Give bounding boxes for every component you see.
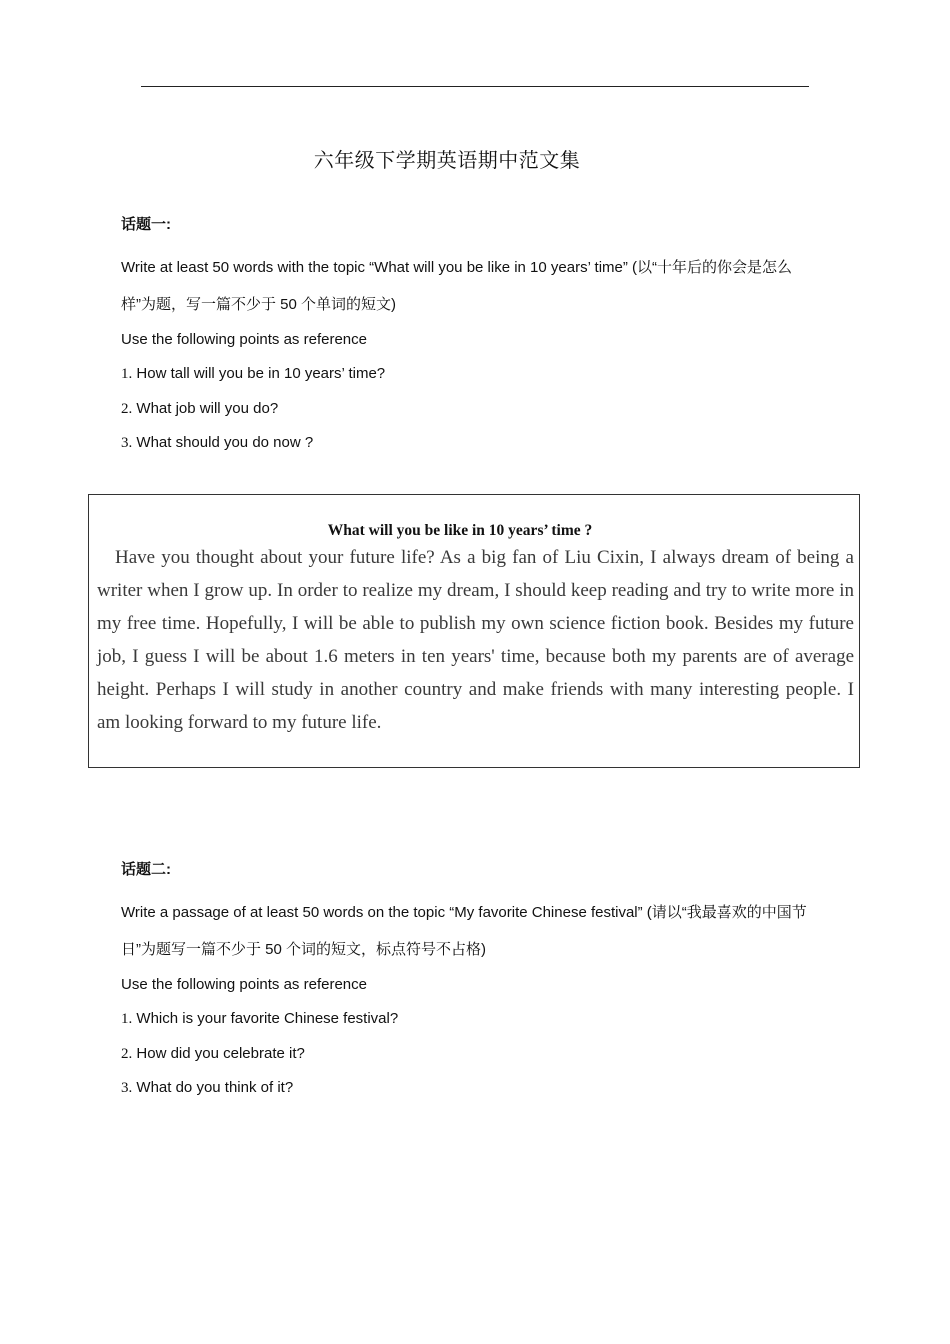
point-text: What should you do now ? bbox=[132, 434, 314, 451]
point-number: 2. bbox=[121, 400, 133, 417]
header-rule bbox=[141, 86, 809, 87]
topic-one-point bbox=[121, 426, 821, 461]
point-text: What do you think of it? bbox=[132, 1079, 294, 1096]
point-text: How tall will you be in 10 years’ time? bbox=[132, 365, 386, 382]
point-number: 3. bbox=[121, 1080, 133, 1096]
point-number: 2. bbox=[121, 1045, 133, 1062]
topic-two-point bbox=[121, 1002, 821, 1037]
point-number: 1. bbox=[121, 1011, 133, 1027]
point-text: How did you celebrate it? bbox=[132, 1044, 305, 1062]
topic-two-description: Write a passage of at least 50 words on the topic “My favorite Chinese festival” (请以“我最喜欢的中国节日”为题写一篇不少于 50 个词的短文，标点符号不占格) bbox=[121, 904, 807, 958]
point-number: 3. bbox=[121, 435, 133, 451]
topic-one-point bbox=[121, 392, 821, 427]
essay-title: What will you be like in 10 years’ time ? bbox=[327, 522, 593, 539]
page-title: 六年级下学期英语期中范文集 bbox=[313, 148, 581, 172]
essay-body: Have you thought about your future life? As a big fan of Liu Cixin, I always dream of being a writer when I grow up. In order to realize my dream, I should keep reading and try to write more in my free time. Hopefully, I will be able to publish my own science fiction book. Besides my future job, I guess I will be about 1.6 meters in ten years' time, because both my parents are of average height. Perhaps I will study in another country and make friends with many interesting people. I am looking forward to my future life. bbox=[97, 547, 854, 733]
topic-two-heading: 话题二: bbox=[121, 861, 171, 878]
topic-two-points bbox=[121, 1002, 821, 1106]
topic-one-section bbox=[121, 214, 821, 461]
topic-one-point bbox=[121, 357, 821, 392]
point-text: What job will you do? bbox=[132, 399, 279, 417]
topic-one-description: Write at least 50 words with the topic “What will you be like in 10 years’ time” (以“十年后的你会是怎么样”为题，写一篇不少于 50 个单词的短文) bbox=[121, 259, 793, 313]
topic-one-heading: 话题一: bbox=[121, 216, 171, 233]
topic-two-point bbox=[121, 1071, 821, 1106]
topic-two-reference: Use the following points as reference bbox=[121, 976, 367, 993]
point-text: Which is your favorite Chinese festival? bbox=[132, 1010, 399, 1027]
topic-two-point bbox=[121, 1037, 821, 1072]
sample-essay-box bbox=[88, 494, 860, 768]
topic-one-reference: Use the following points as reference bbox=[121, 331, 367, 348]
topic-one-points bbox=[121, 357, 821, 461]
topic-two-section bbox=[121, 859, 821, 1106]
point-number: 1. bbox=[121, 366, 133, 382]
